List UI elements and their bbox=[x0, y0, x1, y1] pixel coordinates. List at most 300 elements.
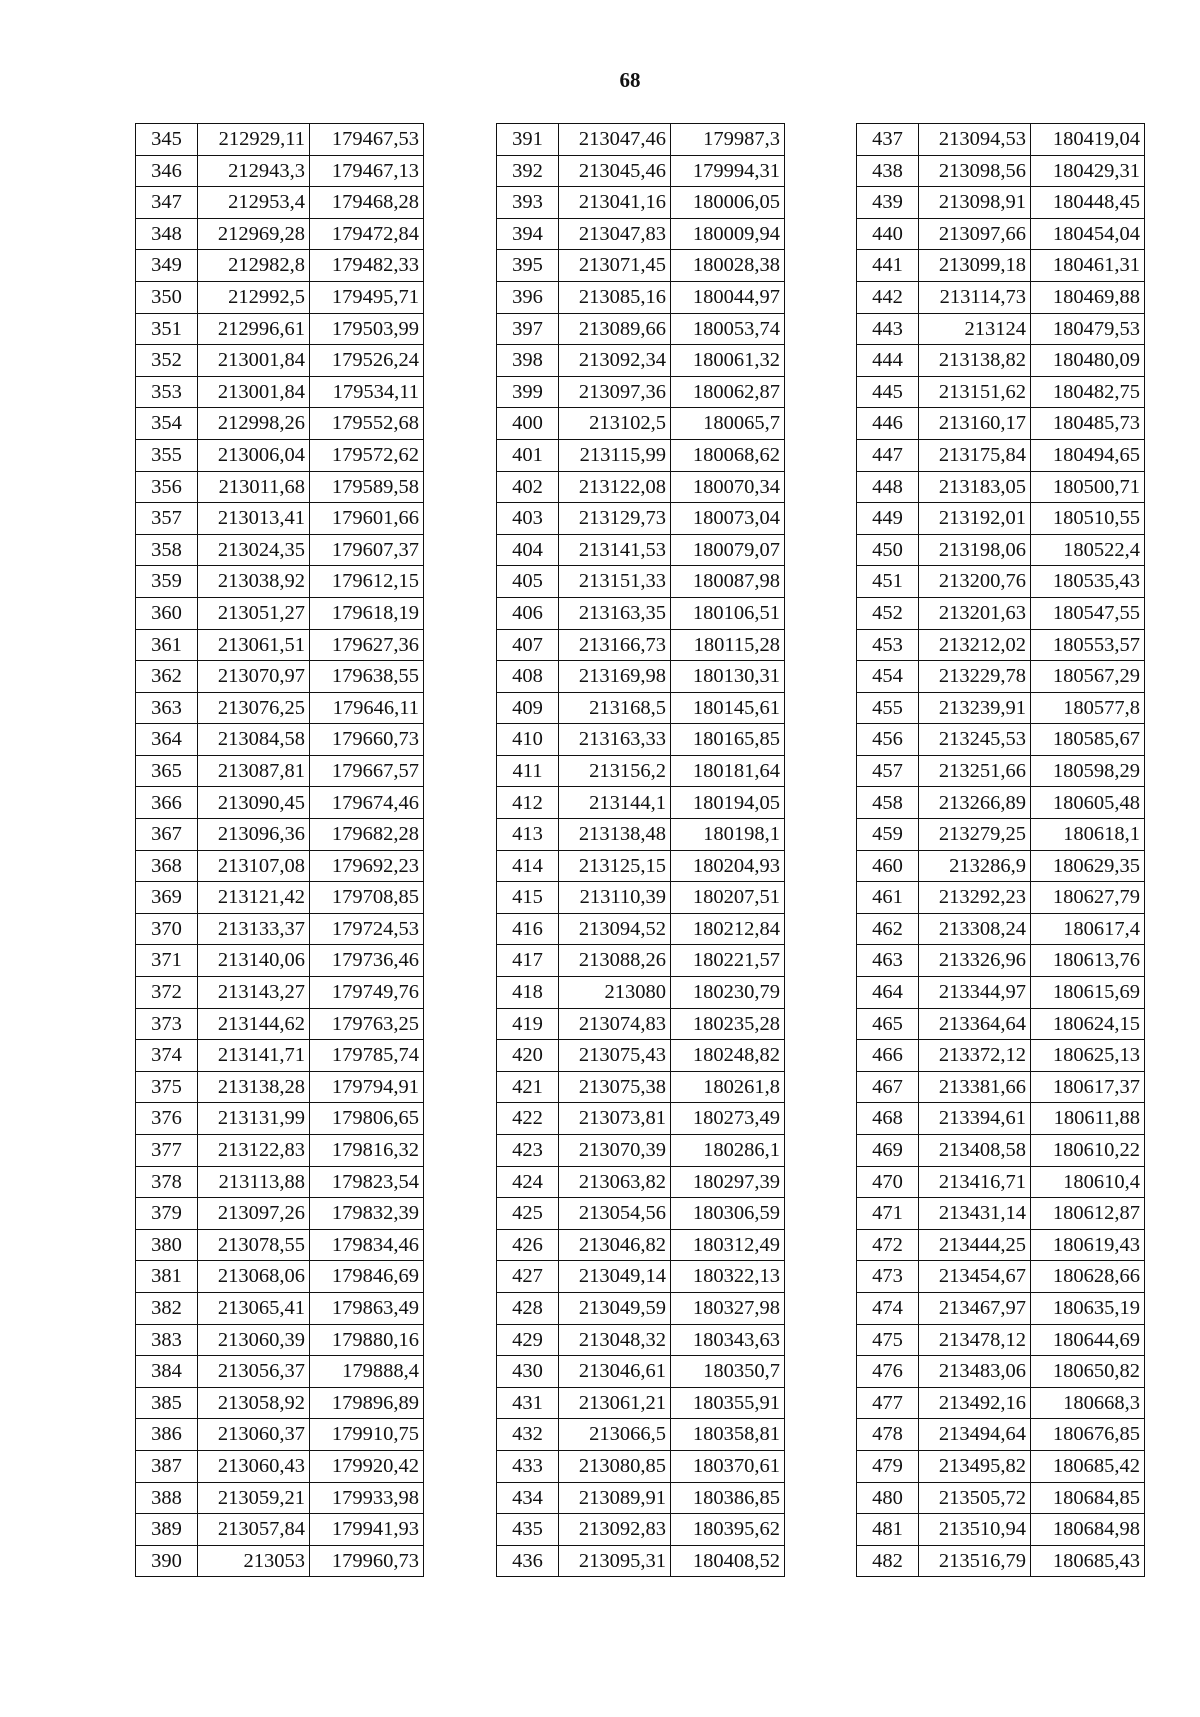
table-row bbox=[497, 1514, 785, 1546]
point-number-cell: 428 bbox=[497, 1292, 559, 1324]
x-coordinate-cell: 213183,05 bbox=[919, 471, 1031, 503]
x-coordinate-cell: 213364,64 bbox=[919, 1008, 1031, 1040]
y-coordinate-cell: 179472,84 bbox=[310, 218, 424, 250]
y-coordinate-cell: 179467,53 bbox=[310, 124, 424, 156]
point-number-cell: 347 bbox=[136, 187, 198, 219]
y-coordinate-cell: 179763,25 bbox=[310, 1008, 424, 1040]
y-coordinate-cell: 180350,7 bbox=[671, 1356, 785, 1388]
point-number-cell: 444 bbox=[857, 345, 919, 377]
y-coordinate-cell: 179823,54 bbox=[310, 1166, 424, 1198]
y-coordinate-cell: 180448,45 bbox=[1031, 187, 1145, 219]
table-row bbox=[136, 1356, 424, 1388]
table-row bbox=[497, 566, 785, 598]
table-row bbox=[136, 313, 424, 345]
point-number-cell: 458 bbox=[857, 787, 919, 819]
y-coordinate-cell: 180628,66 bbox=[1031, 1261, 1145, 1293]
x-coordinate-cell: 212953,4 bbox=[198, 187, 310, 219]
table-row bbox=[497, 376, 785, 408]
table-row bbox=[136, 218, 424, 250]
table-row bbox=[497, 1103, 785, 1135]
point-number-cell: 457 bbox=[857, 755, 919, 787]
y-coordinate-cell: 180087,98 bbox=[671, 566, 785, 598]
point-number-cell: 421 bbox=[497, 1071, 559, 1103]
y-coordinate-cell: 180610,22 bbox=[1031, 1135, 1145, 1167]
point-number-cell: 448 bbox=[857, 471, 919, 503]
table-row bbox=[857, 1071, 1145, 1103]
table-row bbox=[497, 408, 785, 440]
x-coordinate-cell: 213024,35 bbox=[198, 534, 310, 566]
y-coordinate-cell: 180494,65 bbox=[1031, 439, 1145, 471]
x-coordinate-cell: 213061,21 bbox=[559, 1387, 671, 1419]
x-coordinate-cell: 213169,98 bbox=[559, 661, 671, 693]
point-number-cell: 349 bbox=[136, 250, 198, 282]
point-number-cell: 350 bbox=[136, 281, 198, 313]
point-number-cell: 413 bbox=[497, 819, 559, 851]
point-number-cell: 345 bbox=[136, 124, 198, 156]
y-coordinate-cell: 180454,04 bbox=[1031, 218, 1145, 250]
point-number-cell: 435 bbox=[497, 1514, 559, 1546]
x-coordinate-cell: 213048,32 bbox=[559, 1324, 671, 1356]
x-coordinate-cell: 213085,16 bbox=[559, 281, 671, 313]
point-number-cell: 482 bbox=[857, 1545, 919, 1577]
table-row bbox=[136, 1482, 424, 1514]
point-number-cell: 429 bbox=[497, 1324, 559, 1356]
x-coordinate-cell: 213046,82 bbox=[559, 1229, 671, 1261]
x-coordinate-cell: 213056,37 bbox=[198, 1356, 310, 1388]
table-row bbox=[136, 1514, 424, 1546]
y-coordinate-cell: 180273,49 bbox=[671, 1103, 785, 1135]
x-coordinate-cell: 213344,97 bbox=[919, 977, 1031, 1009]
y-coordinate-cell: 179572,62 bbox=[310, 439, 424, 471]
x-coordinate-cell: 213089,66 bbox=[559, 313, 671, 345]
table-row bbox=[497, 882, 785, 914]
point-number-cell: 453 bbox=[857, 629, 919, 661]
x-coordinate-cell: 213505,72 bbox=[919, 1482, 1031, 1514]
point-number-cell: 415 bbox=[497, 882, 559, 914]
y-coordinate-cell: 180611,88 bbox=[1031, 1103, 1145, 1135]
point-number-cell: 452 bbox=[857, 597, 919, 629]
y-coordinate-cell: 180650,82 bbox=[1031, 1356, 1145, 1388]
x-coordinate-cell: 213467,97 bbox=[919, 1292, 1031, 1324]
y-coordinate-cell: 180612,87 bbox=[1031, 1198, 1145, 1230]
point-number-cell: 401 bbox=[497, 439, 559, 471]
table-row bbox=[857, 1166, 1145, 1198]
y-coordinate-cell: 180065,7 bbox=[671, 408, 785, 440]
point-number-cell: 470 bbox=[857, 1166, 919, 1198]
table-row bbox=[497, 1545, 785, 1577]
table-row bbox=[857, 408, 1145, 440]
table-row bbox=[497, 1229, 785, 1261]
y-coordinate-cell: 180605,48 bbox=[1031, 787, 1145, 819]
x-coordinate-cell: 213113,88 bbox=[198, 1166, 310, 1198]
y-coordinate-cell: 180635,19 bbox=[1031, 1292, 1145, 1324]
table-row bbox=[857, 629, 1145, 661]
table-row bbox=[857, 250, 1145, 282]
y-coordinate-cell: 180061,32 bbox=[671, 345, 785, 377]
table-row bbox=[136, 913, 424, 945]
coordinate-table-2 bbox=[496, 123, 785, 1577]
point-number-cell: 372 bbox=[136, 977, 198, 1009]
table-row bbox=[136, 882, 424, 914]
x-coordinate-cell: 213084,58 bbox=[198, 724, 310, 756]
point-number-cell: 437 bbox=[857, 124, 919, 156]
x-coordinate-cell: 213070,97 bbox=[198, 661, 310, 693]
point-number-cell: 450 bbox=[857, 534, 919, 566]
y-coordinate-cell: 179960,73 bbox=[310, 1545, 424, 1577]
point-number-cell: 389 bbox=[136, 1514, 198, 1546]
x-coordinate-cell: 213166,73 bbox=[559, 629, 671, 661]
x-coordinate-cell: 213080,85 bbox=[559, 1450, 671, 1482]
y-coordinate-cell: 180685,42 bbox=[1031, 1450, 1145, 1482]
y-coordinate-cell: 180510,55 bbox=[1031, 503, 1145, 535]
y-coordinate-cell: 180419,04 bbox=[1031, 124, 1145, 156]
point-number-cell: 352 bbox=[136, 345, 198, 377]
y-coordinate-cell: 179920,42 bbox=[310, 1450, 424, 1482]
y-coordinate-cell: 179589,58 bbox=[310, 471, 424, 503]
x-coordinate-cell: 213292,23 bbox=[919, 882, 1031, 914]
table-row bbox=[857, 218, 1145, 250]
point-number-cell: 467 bbox=[857, 1071, 919, 1103]
y-coordinate-cell: 179708,85 bbox=[310, 882, 424, 914]
y-coordinate-cell: 180469,88 bbox=[1031, 281, 1145, 313]
x-coordinate-cell: 213114,73 bbox=[919, 281, 1031, 313]
y-coordinate-cell: 180479,53 bbox=[1031, 313, 1145, 345]
x-coordinate-cell: 213075,43 bbox=[559, 1040, 671, 1072]
point-number-cell: 431 bbox=[497, 1387, 559, 1419]
x-coordinate-cell: 213133,37 bbox=[198, 913, 310, 945]
point-number-cell: 427 bbox=[497, 1261, 559, 1293]
table-row bbox=[857, 124, 1145, 156]
x-coordinate-cell: 212992,5 bbox=[198, 281, 310, 313]
point-number-cell: 481 bbox=[857, 1514, 919, 1546]
x-coordinate-cell: 213201,63 bbox=[919, 597, 1031, 629]
x-coordinate-cell: 213049,59 bbox=[559, 1292, 671, 1324]
point-number-cell: 445 bbox=[857, 376, 919, 408]
y-coordinate-cell: 180553,57 bbox=[1031, 629, 1145, 661]
point-number-cell: 447 bbox=[857, 439, 919, 471]
y-coordinate-cell: 180221,57 bbox=[671, 945, 785, 977]
y-coordinate-cell: 180207,51 bbox=[671, 882, 785, 914]
point-number-cell: 375 bbox=[136, 1071, 198, 1103]
table-row bbox=[497, 471, 785, 503]
point-number-cell: 469 bbox=[857, 1135, 919, 1167]
x-coordinate-cell: 213080 bbox=[559, 977, 671, 1009]
y-coordinate-cell: 180547,55 bbox=[1031, 597, 1145, 629]
point-number-cell: 373 bbox=[136, 1008, 198, 1040]
x-coordinate-cell: 213094,53 bbox=[919, 124, 1031, 156]
point-number-cell: 379 bbox=[136, 1198, 198, 1230]
table-row bbox=[857, 503, 1145, 535]
x-coordinate-cell: 213071,45 bbox=[559, 250, 671, 282]
point-number-cell: 361 bbox=[136, 629, 198, 661]
table-row bbox=[136, 1008, 424, 1040]
x-coordinate-cell: 213097,26 bbox=[198, 1198, 310, 1230]
x-coordinate-cell: 213060,43 bbox=[198, 1450, 310, 1482]
y-coordinate-cell: 179749,76 bbox=[310, 977, 424, 1009]
table-row bbox=[136, 661, 424, 693]
point-number-cell: 454 bbox=[857, 661, 919, 693]
y-coordinate-cell: 180482,75 bbox=[1031, 376, 1145, 408]
y-coordinate-cell: 180261,8 bbox=[671, 1071, 785, 1103]
point-number-cell: 355 bbox=[136, 439, 198, 471]
x-coordinate-cell: 213144,1 bbox=[559, 787, 671, 819]
table-row bbox=[857, 1198, 1145, 1230]
table-row bbox=[497, 345, 785, 377]
y-coordinate-cell: 180358,81 bbox=[671, 1419, 785, 1451]
point-number-cell: 476 bbox=[857, 1356, 919, 1388]
x-coordinate-cell: 212929,11 bbox=[198, 124, 310, 156]
point-number-cell: 417 bbox=[497, 945, 559, 977]
point-number-cell: 390 bbox=[136, 1545, 198, 1577]
x-coordinate-cell: 213011,68 bbox=[198, 471, 310, 503]
table-row bbox=[497, 629, 785, 661]
table-row bbox=[497, 1071, 785, 1103]
x-coordinate-cell: 213245,53 bbox=[919, 724, 1031, 756]
x-coordinate-cell: 213049,14 bbox=[559, 1261, 671, 1293]
table-row bbox=[136, 376, 424, 408]
table-row bbox=[497, 1450, 785, 1482]
x-coordinate-cell: 213006,04 bbox=[198, 439, 310, 471]
table-row bbox=[857, 1040, 1145, 1072]
x-coordinate-cell: 213087,81 bbox=[198, 755, 310, 787]
coordinate-table-1 bbox=[135, 123, 424, 1577]
x-coordinate-cell: 213492,16 bbox=[919, 1387, 1031, 1419]
x-coordinate-cell: 213372,12 bbox=[919, 1040, 1031, 1072]
table-row bbox=[497, 1356, 785, 1388]
x-coordinate-cell: 213192,01 bbox=[919, 503, 1031, 535]
x-coordinate-cell: 212982,8 bbox=[198, 250, 310, 282]
y-coordinate-cell: 180617,4 bbox=[1031, 913, 1145, 945]
point-number-cell: 404 bbox=[497, 534, 559, 566]
table-row bbox=[857, 1450, 1145, 1482]
y-coordinate-cell: 180625,13 bbox=[1031, 1040, 1145, 1072]
table-row bbox=[136, 1292, 424, 1324]
y-coordinate-cell: 180429,31 bbox=[1031, 155, 1145, 187]
table-row bbox=[497, 187, 785, 219]
x-coordinate-cell: 213151,62 bbox=[919, 376, 1031, 408]
y-coordinate-cell: 180062,87 bbox=[671, 376, 785, 408]
y-coordinate-cell: 180577,8 bbox=[1031, 692, 1145, 724]
table-row bbox=[857, 471, 1145, 503]
table-row bbox=[497, 503, 785, 535]
table-row bbox=[857, 1292, 1145, 1324]
x-coordinate-cell: 213013,41 bbox=[198, 503, 310, 535]
x-coordinate-cell: 212969,28 bbox=[198, 218, 310, 250]
y-coordinate-cell: 179834,46 bbox=[310, 1229, 424, 1261]
x-coordinate-cell: 213074,83 bbox=[559, 1008, 671, 1040]
x-coordinate-cell: 213454,67 bbox=[919, 1261, 1031, 1293]
x-coordinate-cell: 213095,31 bbox=[559, 1545, 671, 1577]
x-coordinate-cell: 213212,02 bbox=[919, 629, 1031, 661]
table-row bbox=[857, 1387, 1145, 1419]
x-coordinate-cell: 213046,61 bbox=[559, 1356, 671, 1388]
point-number-cell: 370 bbox=[136, 913, 198, 945]
y-coordinate-cell: 180194,05 bbox=[671, 787, 785, 819]
y-coordinate-cell: 180684,98 bbox=[1031, 1514, 1145, 1546]
x-coordinate-cell: 213076,25 bbox=[198, 692, 310, 724]
y-coordinate-cell: 180073,04 bbox=[671, 503, 785, 535]
x-coordinate-cell: 213107,08 bbox=[198, 850, 310, 882]
y-coordinate-cell: 179933,98 bbox=[310, 1482, 424, 1514]
y-coordinate-cell: 179618,19 bbox=[310, 597, 424, 629]
x-coordinate-cell: 213143,27 bbox=[198, 977, 310, 1009]
point-number-cell: 424 bbox=[497, 1166, 559, 1198]
x-coordinate-cell: 213168,5 bbox=[559, 692, 671, 724]
table-row bbox=[497, 977, 785, 1009]
y-coordinate-cell: 180145,61 bbox=[671, 692, 785, 724]
point-number-cell: 426 bbox=[497, 1229, 559, 1261]
point-number-cell: 382 bbox=[136, 1292, 198, 1324]
y-coordinate-cell: 179503,99 bbox=[310, 313, 424, 345]
table-row bbox=[136, 1419, 424, 1451]
x-coordinate-cell: 213053 bbox=[198, 1545, 310, 1577]
y-coordinate-cell: 179612,15 bbox=[310, 566, 424, 598]
table-row bbox=[857, 787, 1145, 819]
point-number-cell: 419 bbox=[497, 1008, 559, 1040]
point-number-cell: 434 bbox=[497, 1482, 559, 1514]
table-row bbox=[857, 755, 1145, 787]
point-number-cell: 418 bbox=[497, 977, 559, 1009]
y-coordinate-cell: 179785,74 bbox=[310, 1040, 424, 1072]
x-coordinate-cell: 213059,21 bbox=[198, 1482, 310, 1514]
x-coordinate-cell: 213156,2 bbox=[559, 755, 671, 787]
y-coordinate-cell: 180297,39 bbox=[671, 1166, 785, 1198]
page-number: 68 bbox=[619, 68, 641, 92]
table-row bbox=[136, 1198, 424, 1230]
y-coordinate-cell: 180355,91 bbox=[671, 1387, 785, 1419]
table-row bbox=[136, 1040, 424, 1072]
y-coordinate-cell: 179482,33 bbox=[310, 250, 424, 282]
y-coordinate-cell: 179495,71 bbox=[310, 281, 424, 313]
point-number-cell: 381 bbox=[136, 1261, 198, 1293]
x-coordinate-cell: 213063,82 bbox=[559, 1166, 671, 1198]
x-coordinate-cell: 213054,56 bbox=[559, 1198, 671, 1230]
y-coordinate-cell: 179736,46 bbox=[310, 945, 424, 977]
y-coordinate-cell: 180500,71 bbox=[1031, 471, 1145, 503]
x-coordinate-cell: 213098,56 bbox=[919, 155, 1031, 187]
table-row bbox=[857, 819, 1145, 851]
y-coordinate-cell: 180235,28 bbox=[671, 1008, 785, 1040]
table-row bbox=[497, 1292, 785, 1324]
point-number-cell: 408 bbox=[497, 661, 559, 693]
x-coordinate-cell: 213308,24 bbox=[919, 913, 1031, 945]
point-number-cell: 398 bbox=[497, 345, 559, 377]
point-number-cell: 463 bbox=[857, 945, 919, 977]
y-coordinate-cell: 180461,31 bbox=[1031, 250, 1145, 282]
table-row bbox=[136, 724, 424, 756]
table-row bbox=[136, 977, 424, 1009]
point-number-cell: 468 bbox=[857, 1103, 919, 1135]
point-number-cell: 479 bbox=[857, 1450, 919, 1482]
y-coordinate-cell: 180070,34 bbox=[671, 471, 785, 503]
x-coordinate-cell: 213198,06 bbox=[919, 534, 1031, 566]
point-number-cell: 402 bbox=[497, 471, 559, 503]
point-number-cell: 474 bbox=[857, 1292, 919, 1324]
table-row bbox=[136, 534, 424, 566]
point-number-cell: 356 bbox=[136, 471, 198, 503]
point-number-cell: 461 bbox=[857, 882, 919, 914]
table-row bbox=[136, 124, 424, 156]
y-coordinate-cell: 180408,52 bbox=[671, 1545, 785, 1577]
x-coordinate-cell: 212996,61 bbox=[198, 313, 310, 345]
x-coordinate-cell: 213097,36 bbox=[559, 376, 671, 408]
table-row bbox=[497, 218, 785, 250]
table-row bbox=[497, 819, 785, 851]
y-coordinate-cell: 179638,55 bbox=[310, 661, 424, 693]
point-number-cell: 406 bbox=[497, 597, 559, 629]
table-row bbox=[136, 1166, 424, 1198]
x-coordinate-cell: 213066,5 bbox=[559, 1419, 671, 1451]
x-coordinate-cell: 213090,45 bbox=[198, 787, 310, 819]
point-number-cell: 363 bbox=[136, 692, 198, 724]
x-coordinate-cell: 213068,06 bbox=[198, 1261, 310, 1293]
y-coordinate-cell: 180212,84 bbox=[671, 913, 785, 945]
x-coordinate-cell: 213110,39 bbox=[559, 882, 671, 914]
point-number-cell: 440 bbox=[857, 218, 919, 250]
y-coordinate-cell: 179910,75 bbox=[310, 1419, 424, 1451]
y-coordinate-cell: 180684,85 bbox=[1031, 1482, 1145, 1514]
y-coordinate-cell: 180676,85 bbox=[1031, 1419, 1145, 1451]
x-coordinate-cell: 213045,46 bbox=[559, 155, 671, 187]
y-coordinate-cell: 179941,93 bbox=[310, 1514, 424, 1546]
point-number-cell: 433 bbox=[497, 1450, 559, 1482]
point-number-cell: 462 bbox=[857, 913, 919, 945]
x-coordinate-cell: 213478,12 bbox=[919, 1324, 1031, 1356]
y-coordinate-cell: 180386,85 bbox=[671, 1482, 785, 1514]
y-coordinate-cell: 180480,09 bbox=[1031, 345, 1145, 377]
point-number-cell: 392 bbox=[497, 155, 559, 187]
table-row bbox=[136, 250, 424, 282]
y-coordinate-cell: 180115,28 bbox=[671, 629, 785, 661]
table-row bbox=[497, 661, 785, 693]
point-number-cell: 472 bbox=[857, 1229, 919, 1261]
table-row bbox=[497, 913, 785, 945]
y-coordinate-cell: 179607,37 bbox=[310, 534, 424, 566]
table-row bbox=[857, 661, 1145, 693]
y-coordinate-cell: 180106,51 bbox=[671, 597, 785, 629]
point-number-cell: 397 bbox=[497, 313, 559, 345]
y-coordinate-cell: 180079,07 bbox=[671, 534, 785, 566]
point-number-cell: 365 bbox=[136, 755, 198, 787]
table-row bbox=[497, 945, 785, 977]
x-coordinate-cell: 213122,83 bbox=[198, 1135, 310, 1167]
table-row bbox=[136, 1071, 424, 1103]
table-row bbox=[857, 692, 1145, 724]
point-number-cell: 438 bbox=[857, 155, 919, 187]
point-number-cell: 422 bbox=[497, 1103, 559, 1135]
y-coordinate-cell: 179646,11 bbox=[310, 692, 424, 724]
point-number-cell: 407 bbox=[497, 629, 559, 661]
x-coordinate-cell: 213408,58 bbox=[919, 1135, 1031, 1167]
point-number-cell: 386 bbox=[136, 1419, 198, 1451]
x-coordinate-cell: 213144,62 bbox=[198, 1008, 310, 1040]
table-row bbox=[857, 1324, 1145, 1356]
table-row bbox=[857, 945, 1145, 977]
table-row bbox=[136, 1324, 424, 1356]
x-coordinate-cell: 213138,82 bbox=[919, 345, 1031, 377]
y-coordinate-cell: 180006,05 bbox=[671, 187, 785, 219]
table-row bbox=[497, 1008, 785, 1040]
y-coordinate-cell: 180130,31 bbox=[671, 661, 785, 693]
table-row bbox=[497, 1040, 785, 1072]
x-coordinate-cell: 213057,84 bbox=[198, 1514, 310, 1546]
table-row bbox=[497, 281, 785, 313]
point-number-cell: 451 bbox=[857, 566, 919, 598]
table-row bbox=[497, 692, 785, 724]
y-coordinate-cell: 180619,43 bbox=[1031, 1229, 1145, 1261]
y-coordinate-cell: 180567,29 bbox=[1031, 661, 1145, 693]
x-coordinate-cell: 213115,99 bbox=[559, 439, 671, 471]
